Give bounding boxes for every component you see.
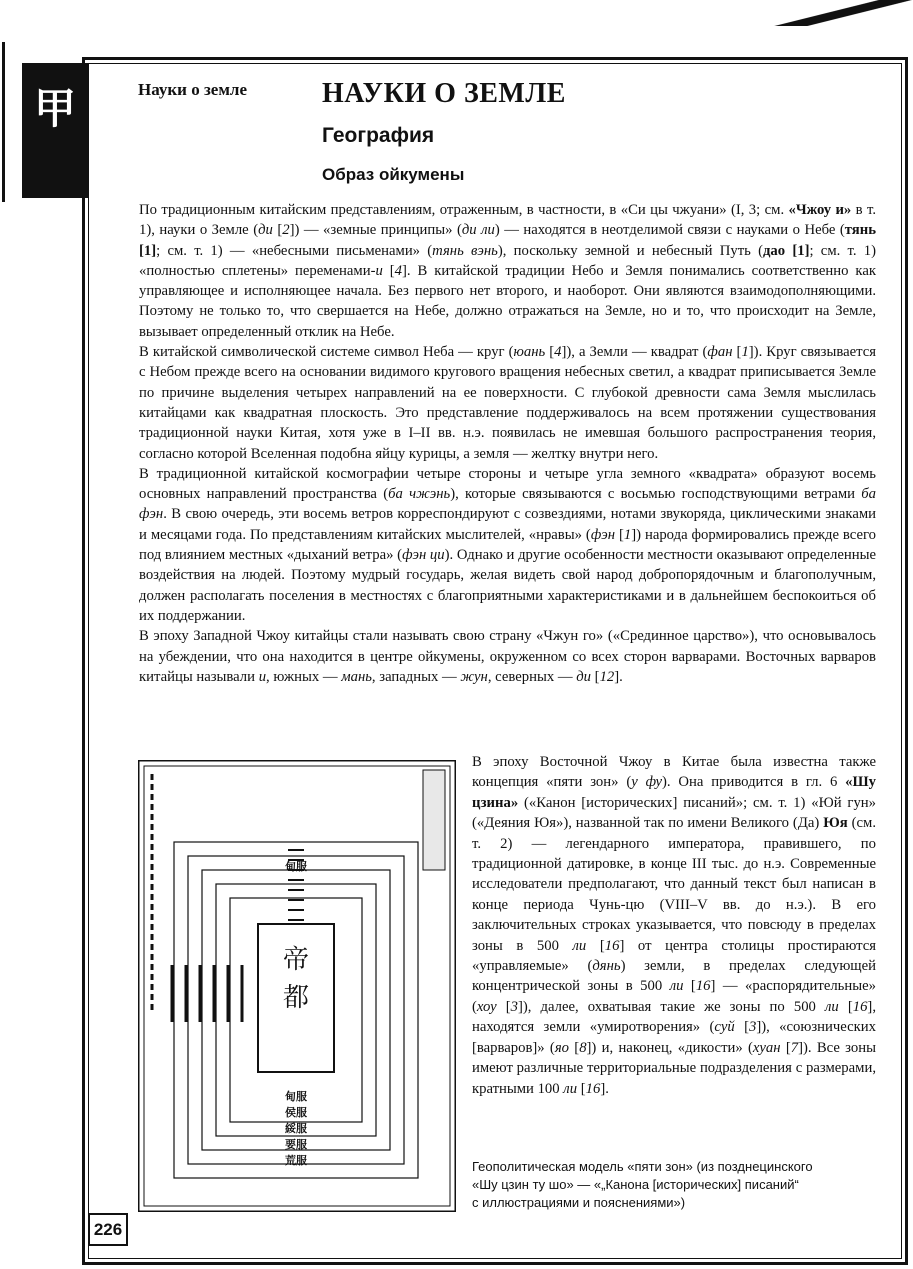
italic-term: 16 — [852, 998, 868, 1015]
italic-term: 16 — [585, 1080, 601, 1097]
caption-line: «Шу цзин ту шо» — «„Канона [исторических] писаний“ — [472, 1177, 799, 1192]
text-run: ]) — «земные принципы» ( — [289, 222, 462, 239]
text-run: ]. В китайской традиции Небо и Земля понимались соответственно как управляющее и исполняющее начала. Без первого нет второго, и наоборот. Они являются взаимодополняющими. Поэтому не только то, что свершается на Небе, должно отражаться на Земле, но и то, что происходит на Земле, вызывает определенный отклик на Небе. — [139, 262, 876, 340]
text-run: ). Однако и другие особенности местности оказывают определенные воздействия на людей. Поэтому мудрый государь, желая видеть свой народ добропорядочным и благополучным, должен располагать поселения в местностях с благоприятными характеристиками и в дальнейшем беспокоиться об их поддержании. — [139, 547, 876, 624]
paragraph — [139, 464, 876, 626]
text-run: [ — [586, 937, 605, 954]
text-run: ; см. т. 1) — «небесными письменами» ( — [156, 242, 433, 259]
text-run: ]). Круг связывается с Небом прежде всего на основании видимого кругового вращения небесных светил, а квадрат приписывается Земле по причине выделения четырех направлений на ее поверхности. С глубокой древности сама Земля мыслилась китайцами как квадратная плоскость. Это представление поддерживалось на всем протяжении существования традиционной науки Китая, хотя уже в I–II вв. н.э. появилась не имевшая большого распространения теория, согласно которой Вселенная подобна яйцу курицы, а земля — желтку внутри него. — [139, 344, 876, 462]
text-run: ; см. т. 1) «полностью сплетены» переменами- — [139, 242, 876, 279]
italic-term: 16 — [604, 937, 620, 954]
paragraph — [139, 200, 876, 342]
corner-decoration — [763, 0, 913, 26]
text-run: ). Она приводится в гл. 6 — [662, 774, 846, 791]
zone-label: 甸服 — [285, 1090, 307, 1103]
caption-line: Геополитическая модель «пяти зон» (из позднецинского — [472, 1159, 813, 1174]
left-rule — [82, 198, 85, 1218]
italic-term: суй — [714, 1019, 735, 1036]
page-title: НАУКИ О ЗЕМЛЕ — [322, 78, 566, 109]
italic-term: ли — [669, 978, 684, 995]
text-run: , западных — — [371, 668, 461, 685]
text-run: ), поскольку земной и небесный Путь ( — [497, 242, 763, 259]
text-run: ), которые связываются с восьмью господствующими ветрами — [450, 486, 862, 503]
text-run: ]), «союзнических [варваров]» ( — [472, 1019, 876, 1056]
text-run: , северных — — [487, 668, 577, 685]
text-run: , южных — — [266, 668, 342, 685]
italic-term: 1 — [623, 526, 632, 543]
italic-term: и — [258, 668, 267, 685]
section-subtitle: Образ ойкумены — [322, 165, 465, 184]
bold-term: Юя — [823, 815, 848, 832]
italic-term: 7 — [790, 1039, 799, 1056]
text-run: ], находятся земли «умиротворения» ( — [472, 998, 876, 1036]
text-run: [ — [734, 1019, 749, 1036]
italic-term: ли — [824, 998, 839, 1015]
text-run: В китайской символической системе символ Неба — круг ( — [139, 344, 514, 361]
text-run: [ — [568, 1039, 580, 1056]
italic-term: фан — [707, 344, 733, 361]
italic-term: юань — [513, 344, 546, 361]
text-run: ] — «распорядительные» ( — [472, 978, 876, 1015]
text-run: [ — [732, 344, 742, 361]
spine-line — [2, 42, 5, 202]
italic-term: жун — [460, 668, 488, 685]
text-run: ]) и, наконец, «дикости» ( — [586, 1039, 753, 1056]
center-glyph: 都 — [282, 983, 310, 1013]
italic-term: ди — [258, 222, 273, 239]
italic-term: ба чжэнь — [388, 486, 451, 503]
text-run: ]) народа формировались прежде всего под влиянием местных «дыханий ветра» ( — [139, 526, 877, 564]
caption-line: с иллюстрациями и пояснениями») — [472, 1195, 686, 1210]
illustration-five-zones — [138, 760, 456, 1212]
italic-term: хуан — [752, 1039, 781, 1056]
italic-term: у фу — [631, 774, 663, 791]
text-run: ]). Все зоны имеют различные территориальные подразделения с размерами, кратными 100 — [472, 1039, 876, 1097]
zone-label: 侯服 — [285, 1106, 307, 1119]
text-run: В традиционной китайской космографии четыре стороны и четыре угла земного «квадрата» образуют восемь основных направлений пространства ( — [139, 465, 876, 503]
text-run: ] от центра столицы простираются «управляемые» ( — [472, 937, 876, 975]
text-run: [ — [545, 344, 555, 361]
text-run: [ — [382, 262, 395, 279]
text-run: ]), далее, охватывая такие же зоны по 500 — [517, 998, 825, 1015]
zone-label: 要服 — [285, 1138, 307, 1151]
italic-term: 8 — [579, 1039, 587, 1056]
center-glyph: 帝 — [282, 945, 310, 975]
text-run: [ — [683, 978, 696, 995]
text-run: ]), а Земли — квадрат ( — [561, 344, 708, 361]
text-run: В эпоху Западной Чжоу китайцы стали называть свою страну «Чжун го» («Срединное царство»), что основывалось на убеждении, что она находится в центре ойкумены, окруженном со всех сторон варварами. Восточных варваров китайцы называли — [139, 628, 876, 685]
bold-term: дао [1] — [762, 242, 810, 259]
text-run: («Канон [исторических] писаний»; см. т. 1) «Юй гун» («Деяния Юя»), названной так по имени Великого (Да) — [472, 794, 876, 832]
italic-term: тянь вэнь — [432, 242, 498, 259]
bold-term: «Чжоу и» — [788, 202, 852, 218]
chapter-subtitle: География — [322, 124, 435, 147]
bold-term: тянь [1] — [139, 222, 876, 259]
text-run: [ — [615, 526, 624, 543]
paragraph — [139, 626, 876, 687]
text-run: (см. т. 2) — легендарного императора, правившего, по традиционной датировке, в конце III тыс. до н.э. Современные исследователи предполагают, что данный текст был написан в конце периода Чунь-цю (VIII–V вв. до н.э.). В его заключительных строках указывается, что повсюду в пределах зоны в 500 — [472, 815, 876, 954]
text-run: По традиционным китайским представлениям, отраженным, в частности, в «Си цы чжуани» (I, 3; см. — [139, 202, 789, 218]
article-body — [139, 200, 876, 687]
italic-term: мань — [341, 668, 372, 685]
text-run: [ — [591, 668, 600, 685]
page-number: 226 — [88, 1213, 128, 1246]
text-run: [ — [838, 998, 853, 1015]
text-run: В эпоху Восточной Чжоу в Китае была известна также концепция «пяти зон» ( — [472, 754, 876, 791]
five-zones-diagram — [138, 760, 456, 1212]
text-run: ]. — [600, 1080, 609, 1097]
italic-term: фэн — [590, 526, 616, 543]
side-tab-glyph: 甲 — [33, 84, 76, 133]
italic-term: ба фэн — [139, 486, 876, 523]
zone-label: 綏服 — [285, 1122, 307, 1135]
italic-term: 3 — [748, 1019, 757, 1036]
zone-label: 荒服 — [285, 1154, 307, 1167]
italic-term: 16 — [695, 978, 711, 995]
text-run: в т. 1), науки о Земле ( — [139, 202, 877, 239]
italic-term: 2 — [282, 222, 290, 239]
italic-term: и — [375, 262, 383, 279]
text-run: [ — [272, 222, 283, 239]
text-run: [ — [496, 998, 511, 1015]
paragraph — [139, 342, 876, 464]
italic-term: 3 — [510, 998, 518, 1015]
italic-term: 12 — [599, 668, 615, 685]
zone-label-top: 甸服 — [285, 860, 307, 873]
bold-term: «Шу цзина» — [472, 774, 876, 811]
text-run: [ — [577, 1080, 586, 1097]
italic-term: фэн ци — [402, 547, 445, 564]
italic-term: 4 — [554, 344, 562, 361]
italic-term: ли — [572, 937, 587, 954]
figure-caption — [472, 1158, 882, 1212]
text-run: ]. — [614, 668, 623, 685]
text-run: [ — [780, 1039, 791, 1056]
italic-term: дянь — [592, 958, 621, 975]
italic-term: ди ли — [461, 222, 495, 239]
italic-term: 4 — [394, 262, 403, 279]
italic-term: хоу — [476, 998, 497, 1015]
italic-term: 1 — [741, 344, 749, 361]
paragraph — [472, 752, 876, 1099]
section-label: Науки о земле — [138, 80, 247, 99]
text-run: ) — находятся в неотделимой связи с науками о Небе ( — [494, 222, 845, 239]
text-run: . В свою очередь, эти восемь ветров корреспондируют с созвездиями, нотами звукоряда, циклическими знаками и месяцами года. По представлениям китайских мыслителей, «нравы» ( — [139, 506, 876, 543]
text-run: ) земли, в пределах следующей концентрической зоны в 500 — [472, 958, 876, 995]
right-column-text — [472, 752, 876, 1099]
italic-term: ли — [563, 1080, 578, 1097]
italic-term: ди — [576, 668, 591, 685]
italic-term: яо — [554, 1039, 569, 1056]
